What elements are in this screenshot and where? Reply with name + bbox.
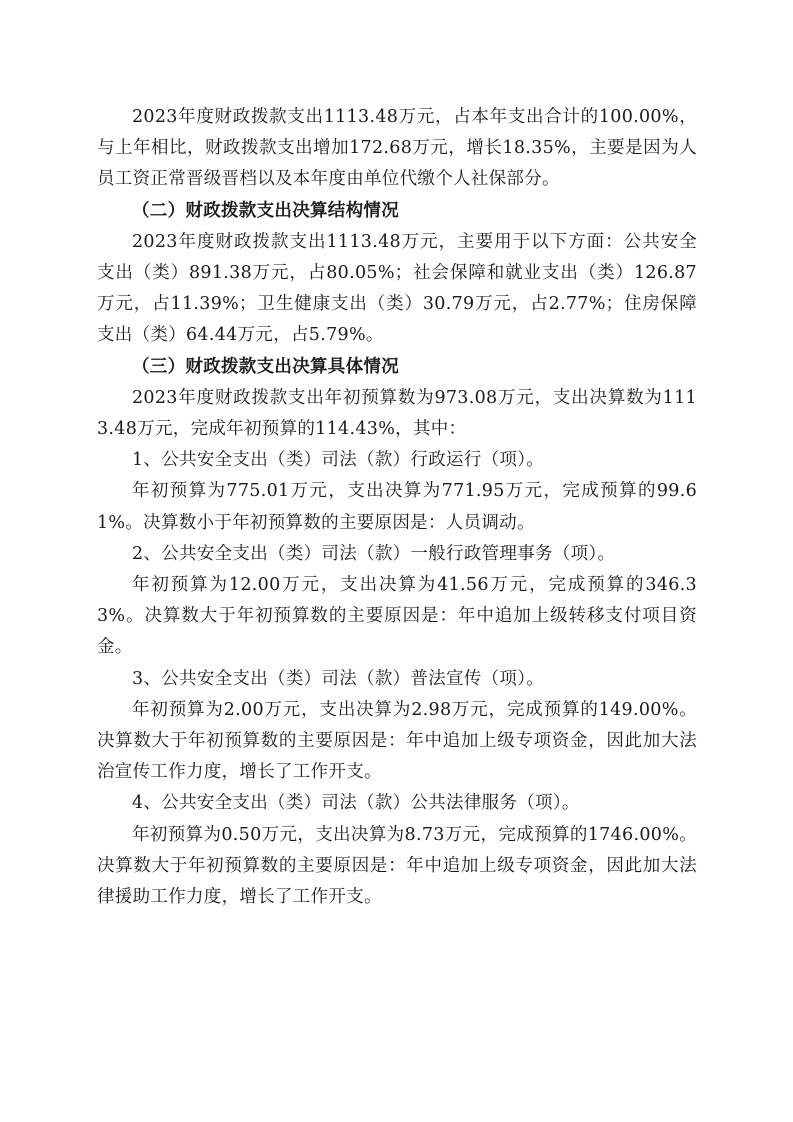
item-3-body: 年初预算为2.00万元，支出决算为2.98万元，完成预算的149.00%。决算数大于年初预算数的主要原因是：年中追加上级专项资金，因此加大法治宣传工作力度，增长了工作开支。 bbox=[97, 699, 697, 783]
item-1-body: 年初预算为775.01万元，支出决算为771.95万元，完成预算的99.61%。决算数小于年初预算数的主要原因是：人员调动。 bbox=[97, 481, 697, 533]
paragraph-details-summary: 2023年度财政拨款支出年初预算数为973.08万元，支出决算数为1113.48万元，完成年初预算的114.43%，其中： bbox=[97, 387, 697, 440]
item-2-body: 年初预算为12.00万元，支出决算为41.56万元，完成预算的346.33%。决算数大于年初预算数的主要原因是：年中追加上级转移支付项目资金。 bbox=[97, 575, 697, 658]
item-4-body: 年初预算为0.50万元，支出决算为8.73万元，完成预算的1746.00%。决算数大于年初预算数的主要原因是：年中追加上级专项资金，因此加大法律援助工作力度，增长了工作开支。 bbox=[97, 824, 697, 908]
item-2-title: 2、公共安全支出（类）司法（款）一般行政管理事务（项）。 bbox=[132, 543, 616, 564]
section-heading-structure: （二）财政拨款支出决算结构情况 bbox=[132, 200, 399, 221]
section-heading-details: （三）财政拨款支出决算具体情况 bbox=[132, 356, 399, 377]
paragraph-total-expenditure: 2023年度财政拨款支出1113.48万元，占本年支出合计的100.00%，与上年相比，财政拨款支出增加172.68万元，增长18.35%，主要是因为人员工资正常晋级晋档以及本年度由单位代缴个人社保部分。 bbox=[97, 107, 697, 190]
paragraph-structure: 2023年度财政拨款支出1113.48万元，主要用于以下方面：公共安全支出（类）891.38万元，占80.05%；社会保障和就业支出（类）126.87万元，占11.39%；卫生健康支出（类）30.79万元，占2.77%；住房保障支出（类）64.44万元，占5.79%。 bbox=[97, 231, 697, 346]
document-body bbox=[97, 102, 697, 913]
item-3-title: 3、公共安全支出（类）司法（款）普法宣传（项）。 bbox=[132, 668, 545, 689]
item-1-title: 1、公共安全支出（类）司法（款）行政运行（项）。 bbox=[132, 450, 545, 471]
item-4-title: 4、公共安全支出（类）司法（款）公共法律服务（项）。 bbox=[132, 793, 580, 814]
